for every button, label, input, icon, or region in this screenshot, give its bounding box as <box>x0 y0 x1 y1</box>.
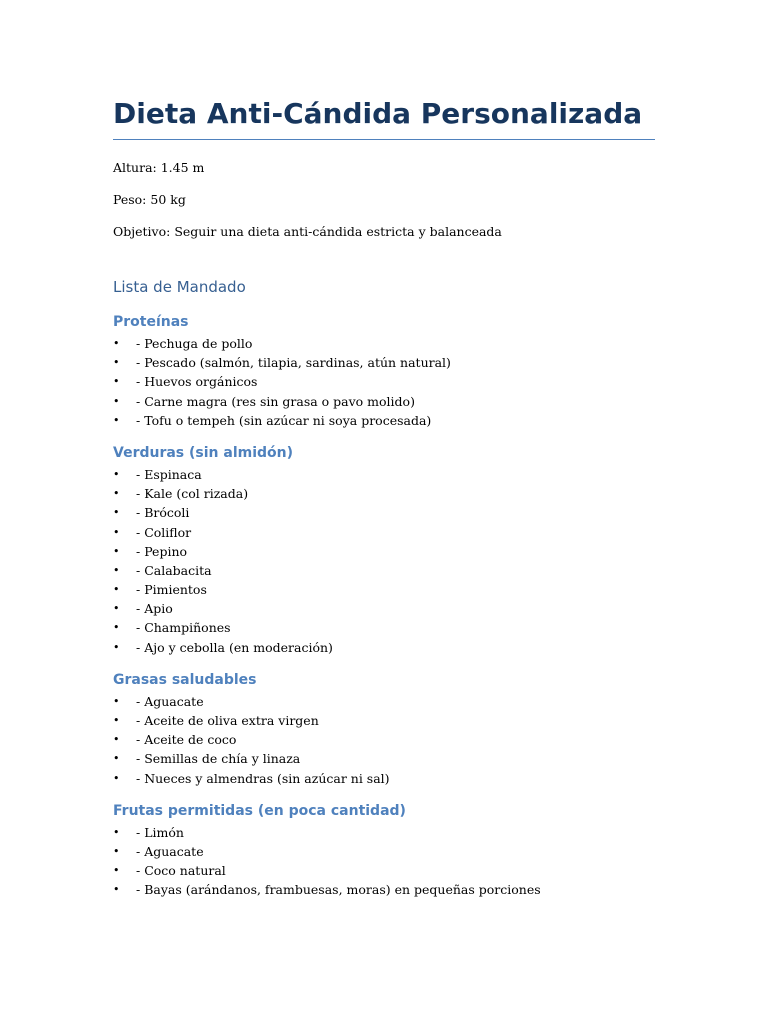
bullet-icon: • <box>113 356 120 370</box>
list-item-text: - Pepino <box>136 543 188 559</box>
list-item-text: - Huevos orgánicos <box>136 374 258 390</box>
list-item-text: - Apio <box>136 601 173 617</box>
list-item <box>113 599 655 618</box>
bullet-icon: • <box>113 883 120 897</box>
list-item <box>113 823 655 842</box>
list-item-text: - Brócoli <box>136 505 190 521</box>
bullet-icon: • <box>113 864 120 878</box>
list-item-text: - Pimientos <box>136 582 207 598</box>
list-item <box>113 353 655 372</box>
list-item-text: - Carne magra (res sin grasa o pavo molido) <box>136 393 415 409</box>
document-page <box>113 95 655 900</box>
list-item <box>113 411 655 430</box>
list-item-text: - Coliflor <box>136 524 192 540</box>
shopping-list-heading: Lista de Mandado <box>113 278 246 296</box>
section-heading: Proteínas <box>113 314 189 330</box>
section-heading: Grasas saludables <box>113 671 257 688</box>
list-item <box>113 861 655 880</box>
list-item-text: - Aguacate <box>136 693 204 709</box>
list-item-text: - Limón <box>136 824 184 840</box>
list-item <box>113 730 655 749</box>
list-item <box>113 484 655 503</box>
list-item <box>113 542 655 561</box>
list-item-text: - Nueces y almendras (sin azúcar ni sal) <box>136 770 390 786</box>
list-item <box>113 880 655 899</box>
list-item-text: - Aceite de oliva extra virgen <box>136 713 319 728</box>
list-item-text: - Calabacita <box>136 562 212 578</box>
list-item <box>113 749 655 768</box>
bullet-icon: • <box>113 752 120 766</box>
bullet-icon: • <box>113 506 120 520</box>
list-item <box>113 580 655 599</box>
list-item <box>113 618 655 637</box>
list-item-text: - Pechuga de pollo <box>136 336 253 351</box>
shopping-list-sections <box>113 312 655 900</box>
bullet-icon: • <box>113 487 120 501</box>
bullet-icon: • <box>113 844 120 858</box>
bullet-icon: • <box>113 337 120 350</box>
list-item-text: - Bayas (arándanos, frambuesas, moras) en pequeñas porciones <box>136 882 541 898</box>
bullet-icon: • <box>113 621 120 635</box>
bullet-icon: • <box>113 825 120 839</box>
list-item-text: - Champiñones <box>136 620 231 636</box>
bullet-icon: • <box>113 413 120 427</box>
list-item <box>113 711 655 730</box>
bullet-icon: • <box>113 714 120 727</box>
list-item <box>113 561 655 580</box>
bullet-icon: • <box>113 563 120 577</box>
list-item-text: - Ajo y cebolla (en moderación) <box>136 639 333 655</box>
bullet-icon: • <box>113 394 120 408</box>
list-item <box>113 503 655 522</box>
list-item <box>113 842 655 861</box>
list-item-text: - Pescado (salmón, tilapia, sardinas, atún natural) <box>136 355 451 371</box>
list-item <box>113 523 655 542</box>
bullet-icon: • <box>113 375 120 389</box>
bullet-icon: • <box>113 525 120 539</box>
objetivo-line: Objetivo: Seguir una dieta anti-cándida estricta y balanceada <box>113 224 502 239</box>
section-heading: Frutas permitidas (en poca cantidad) <box>113 802 406 819</box>
section-list <box>113 823 655 900</box>
list-item-text: - Semillas de chía y linaza <box>136 751 301 767</box>
peso-line: Peso: 50 kg <box>113 192 186 207</box>
section-list <box>113 334 655 430</box>
document-title: Dieta Anti-Cándida Personalizada <box>113 95 655 140</box>
bullet-icon: • <box>113 583 120 597</box>
list-item-text: - Coco natural <box>136 863 226 879</box>
section-list <box>113 692 655 788</box>
list-item-text: - Tofu o tempeh (sin azúcar ni soya procesada) <box>136 412 432 428</box>
list-item <box>113 769 655 788</box>
bullet-icon: • <box>113 602 120 616</box>
list-item <box>113 372 655 391</box>
list-item <box>113 692 655 711</box>
list-item <box>113 392 655 411</box>
bullet-icon: • <box>113 544 120 558</box>
bullet-icon: • <box>113 640 120 654</box>
bullet-icon: • <box>113 733 120 747</box>
list-item <box>113 334 655 353</box>
section-list <box>113 465 655 657</box>
list-item-text: - Aguacate <box>136 843 204 859</box>
list-item-text: - Kale (col rizada) <box>136 486 249 502</box>
bullet-icon: • <box>113 694 120 708</box>
bullet-icon: • <box>113 771 120 785</box>
section-heading: Verduras (sin almidón) <box>113 444 294 461</box>
list-item <box>113 465 655 484</box>
list-item-text: - Aceite de coco <box>136 732 237 748</box>
list-item-text: - Espinaca <box>136 466 202 482</box>
list-item <box>113 638 655 657</box>
altura-line: Altura: 1.45 m <box>113 160 205 175</box>
bullet-icon: • <box>113 467 120 481</box>
